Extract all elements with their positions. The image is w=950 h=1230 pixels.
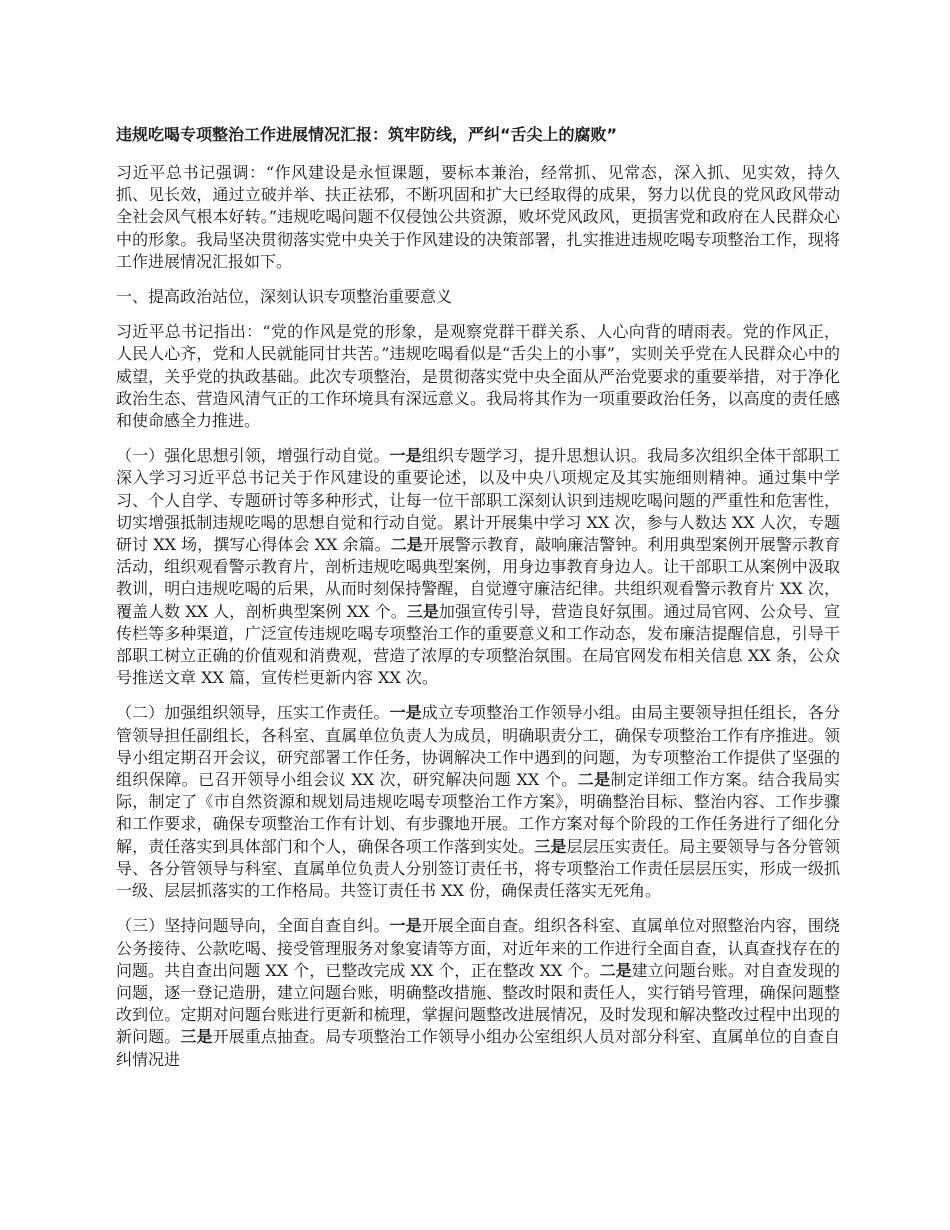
point-text: 组织专题学习，提升思想认识。我局多次组织全体干部职工深入学习习近平总书记关于作风建设的重要论述，以及中央八项规定及其实施细则精神。通过集中学习、个人自学、专题研讨等多种形式，让每一位干部职工深刻认识到违规吃喝问题的严重性和危害性，切实增强抵制违规吃喝的思想自觉和行动自觉。累计开展集中学习 XX 次，参与人数达 XX 人次，专题研讨 XX 场，撰写心得体会 XX 余篇。: [116, 446, 840, 555]
point-text: 层层压实责任。局主要领导与各分管领导、各分管领导与科室、直属单位负责人分别签订责任书，将专项整治工作责任层层压实，形成一级抓一级、层层抓落实的工作格局。共签订责任书 XX 份，确保责任落实无死角。: [116, 836, 840, 901]
point-text: 开展警示教育，敲响廉洁警钟。利用典型案例开展警示教育活动，组织观看警示教育片，剖析违规吃喝典型案例，用身边事教育身边人。让干部职工从案例中汲取教训，明白违规吃喝的后果，从而时刻保持警醒，自觉遵守廉洁纪律。共组织观看警示教育片 XX 次，覆盖人数 XX 人，剖析典型案例 XX 个。: [116, 535, 840, 621]
point-text: 建立问题台账。对自查发现的问题，逐一登记造册，建立问题台账，明确整改措施、整改时限和责任人，实行销号管理，确保问题整改到位。定期对问题台账进行更新和梳理，掌握问题整改进展情况，及时发现和解决整改过程中出现的新问题。: [116, 960, 840, 1047]
point-text: 制定详细工作方案。结合我局实际，制定了《市自然资源和规划局违规吃喝专项整治工作方案》，明确整治目标、整治内容、工作步骤和工作要求，确保专项整治工作有计划、有步骤地开展。工作方案对每个阶段的工作任务进行了细化分解，责任落实到具体部门和个人，确保各项工作落到实处。: [116, 770, 840, 856]
point-text: 成立专项整治工作领导小组。由局主要领导担任组长，各分管领导担任副组长，各科室、直属单位负责人为成员，明确职责分工，确保专项整治工作有序推进。领导小组定期召开会议，研究部署工作任务，协调解决工作中遇到的问题，为专项整治工作提供了坚强的组织保障。已召开领导小组会议 XX 次，研究解决问题 XX 个。: [116, 703, 840, 790]
point-label: 一是: [389, 446, 422, 466]
document-title: 违规吃喝专项整治工作进展情况汇报：筑牢防线，严纠“舌尖上的腐败”: [116, 125, 618, 144]
subsection-3: [116, 915, 840, 1070]
intro-paragraph: 习近平总书记强调：“作风建设是永恒课题，要标本兼治，经常抓、见常态，深入抓、见实效，持久抓、见长效，通过立破并举、扶正祛邪，不断巩固和扩大已经取得的成果，努力以优良的党风政风带动全社会风气根本好转。”违规吃喝问题不仅侵蚀公共资源，败坏党风政风，更损害党和政府在人民群众心中的形象。我局坚决贯彻落实党中央关于作风建设的决策部署，扎实推进违规吃喝专项整治工作，现将工作进展情况汇报如下。: [116, 163, 840, 271]
point-label: 一是: [389, 916, 422, 936]
point-text: 加强宣传引导，营造良好氛围。通过局官网、公众号、宣传栏等多种渠道，广泛宣传违规吃喝专项整治工作的重要意义和工作动态，发布廉洁提醒信息，引导干部职工树立正确的价值观和消费观，营造了浓厚的专项整治氛围。在局官网发布相关信息 XX 条，公众号推送文章 XX 篇，宣传栏更新内容 XX 次。: [116, 601, 840, 688]
section-heading: 一、提高政治站位，深刻认识专项整治重要意义: [116, 287, 453, 307]
subsection-lead: （三）坚持问题导向，全面自查自纠。: [116, 916, 390, 936]
document-page: [116, 124, 840, 1084]
subsection-lead: （一）强化思想引领，增强行动自觉。: [116, 446, 390, 466]
section-paragraph: 习近平总书记指出：“党的作风是党的形象，是观察党群干群关系、人心向背的晴雨表。党的作风正，人民人心齐，党和人民就能同甘共苦。”违规吃喝看似是“舌尖上的小事”，实则关乎党在人民群众心中的威望，关乎党的执政基础。此次专项整治，是贯彻落实党中央全面从严治党要求的重要举措，对于净化政治生态、营造风清气正的工作环境具有深远意义。我局将其作为一项重要政治任务，以高度的责任感和使命感全力推进。: [116, 322, 840, 431]
subsection-lead: （二）加强组织领导，压实工作责任。: [116, 703, 390, 723]
point-label: 三是: [180, 1027, 213, 1047]
point-label: 二是: [390, 535, 423, 555]
point-label: 一是: [389, 703, 422, 723]
point-text: 开展全面自查。组织各科室、直属单位对照整治内容，围绕公务接待、公款吃喝、接受管理服务对象宴请等方面，对近年来的工作进行全面自查，认真查找存在的问题。共自查出问题 XX 个，已整改完成 XX 个，正在整改 XX 个。: [116, 916, 840, 980]
subsection-1: [116, 445, 840, 689]
point-label: 二是: [599, 960, 632, 980]
point-label: 三是: [406, 601, 439, 621]
point-label: 二是: [577, 770, 611, 790]
point-label: 三是: [534, 836, 567, 856]
subsection-2: [116, 702, 840, 902]
point-text: 开展重点抽查。局专项整治工作领导小组办公室组织人员对部分科室、直属单位的自查自纠情况进: [116, 1027, 840, 1069]
